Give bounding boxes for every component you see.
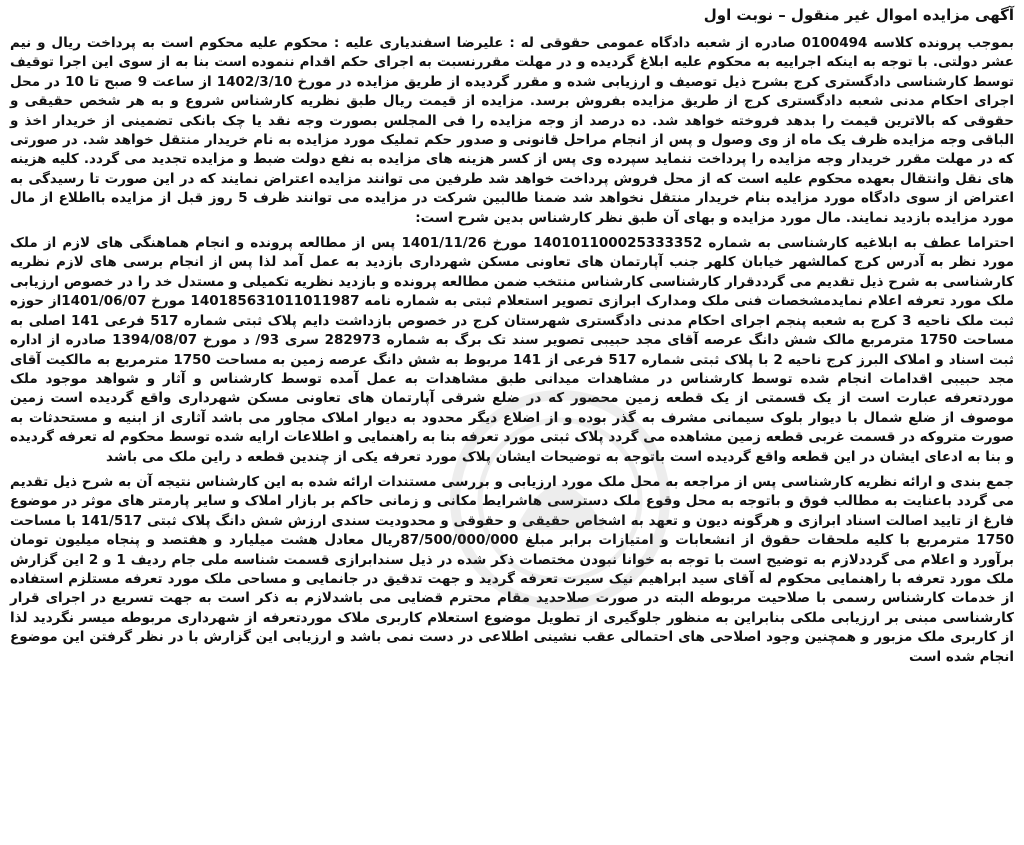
notice-paragraph-expert-report: احتراما عطف به ابلاغیه کارشناسی به شماره 140101100025333352 مورخ 1401/11/26 پس از مطالعه پرونده و انجام هماهنگی های لازم از ملک مورد نظر به آدرس کرج کمالشهر خیابان کلهر جنب آپارتمان های تعاونی مسکن شهرداری بازدید به عمل آمد لذا پس از انجام برسی های لازم نظریه کارشناسی به شرح ذیل تقدیم می گرددقرار کارشناسی کارشناس منتخب ضمن مطالعه پرونده و بازدید نظریه تکمیلی و مستدل خد را در خصوص ارزیابی ملک مورد تعرفه اعلام نمایدمشخصات فنی ملک ومدارک ابرازی تصویر استعلام ثبتی به شماره نامه 140185631011011987 مورخ 1401/06/07از حوزه ثبت ملک ناحیه 3 کرج به شعبه پنجم اجرای احکام مدنی دادگستری شهرستان کرج در خصوص بازداشت دایم پلاک ثبتی شماره 517 فرعی 141 اصلی به مساحت 1750 مترمربع مالک شش دانگ عرصه آقای مجد حبیبی تصویر سند تک برگ به شماره 282973 سری 93/ د مورخ 1394/08/07 صادره از اداره ثبت اسناد و املاک البرز کرج ناحیه 2 با پلاک ثبتی شماره 517 فرعی از 141 مربوط به شش دانگ عرصه زمین به مساحت 1750 مترمربع به مالکیت آقای مجد حبیبی اقدامات انجام شده توسط کارشناس در مشاهدات میدانی طبق مشاهدات به عمل آمده توسط کارشناس و آثار و شواهد موجود ملک موردتعرفه عبارت است از یک قسمتی از یک قطعه زمین محصور که در ضلع شرقی آپارتمان های تعاونی مسکن شهرداری واقع گردیده است زمین موصوف از ضلع شمال با دیوار بلوک سیمانی مشرف به گذر بوده و از اضلاع دیگر محدود به دیوار املاک مجاور می باشد آثاری از ابنیه و مستحدثات به صورت متروکه در قسمت غربی قطعه زمین مشاهده می گردد پلاک ثبتی مورد تعرفه بنا به راهنمایی و اطلاعات ارایه شده توسط محکوم له تعرفه گردیده و بنا به ادعای ایشان در این قطعه واقع گردیده است باتوجه به توضیحات ایشان پلاک مورد تعرفه یکی از چندین قطعه د راین ملک می باشد <box>10 235 1015 465</box>
notice-paragraph-conclusion: جمع بندی و ارائه نظریه کارشناسی پس از مراجعه به محل ملک مورد ارزیابی و بررسی مستندات ارائه شده به این کارشناس نتیجه آن به شرح ذیل تقدیم می گردد باعنایت به مطالب فوق و باتوجه به محل وقوع ملک دسترسی هاشرایط مکانی و زمانی حاکم بر بازار املاک و سایر پارمتر های موثر در موضوع فارغ از تایید اصالت اسناد ابرازی و هرگونه دیون و تعهد به اشخاص حقیقی و حقوقی و محدودیت سندی ارزش شش دانگ پلاک ثبتی 141/517 با مساحت 1750 مترمربع با کلیه ملحقات حقوق از انشعابات و امتیازات برابر مبلغ 87/500/000/000ریال معادل هشت میلیارد و هفتصد و پنجاه میلیون تومان برآورد و اعلام می گرددلازم به توضیح است با توجه به خوانا نبودن مختصات ذکر شده در ذیل سندابرازی قسمت شناسه ملی جام ردیف 1 و 2 این گزارش ملک مورد تعرفه با راهنمایی محکوم له آقای سید ابراهیم نیک سیرت تعرفه گردید و جهت تدقیق در جانمایی و مساحی ملک مورد تعرفه مستلزم استفاده از خدمات کارشناس رسمی با صلاحیت مربوطه البته در صورت صلاحدید مقام محترم قضایی می باشدلازم به ذکر است به جهت تسریع در اجرای قرار کارشناسی مبنی بر ارزیابی ملکی بنابراین به منظور جلوگیری از تطویل موضوع استعلام کاربری ملاک موردتعرفه از شهرداری مربوطه میسر نگردید لذا از کاربری ملک مزبور و همچنین وجود اصلاحی های احتمالی عقب نشینی اطلاعی در دست نمی باشد و ارزیابی این گزارش با در نظر گرفتن این موضوع انجام شده است <box>10 473 1014 665</box>
notice-paragraph-intro: بموجب پرونده کلاسه 0100494 صادره از شعبه دادگاه عمومی حقوقی له : علیرضا اسفندیاری علیه : محکوم علیه محکوم است به پرداخت ریال و نیم عشر دولتی. با توجه به اینکه اجراییه به محکوم علیه ابلاغ گردیده و در مهلت مقررنسبت به اجرای حکم اقدام ننموده است بنا به از سوی این اجرا توقیف توسط کارشناسی دادگستری کرج بشرح ذیل توصیف و ارزیابی شده و مقرر گردیده از طریق مزایده در مورخ 1402/3/10 از ساعت 9 صبح تا 10 در محل اجرای احکام مدنی شعبه دادگستری کرج از طریق مزایده بفروش برسد. مزایده از قیمت ریال طبق نظریه کارشناس شروع و به هر شخص حقیقی و حقوقی که بالاترین قیمت را بدهد فروخته خواهد شد. ده درصد از وجه مزایده را فی المجلس بصورت وجه نقد یا چک بانکی تضمینی از خریدار اخذ و الباقی وجه مزایده ظرف یک ماه از وی وصول و پس از انجام مراحل قانونی و صدور حکم تملیک مورد مزایده به نام خریدار منتقل خواهد شد. در صورتی که در مهلت مقرر خریدار وجه مزایده را پرداخت ننماید سپرده وی پس از کسر هزینه های مزایده به نفع دولت ضبط و مزایده تجدید می گردد. کلیه هزینه های نقل وانتقال بعهده محکوم علیه است که از محل فروش پرداخت خواهد شد طرفین می توانند مزایده اعتراض نمایند که در این صورت تا رسیدگی به اعتراض از سوی دادگاه مورد مزایده بنام خریدار منتقل نخواهد شد ضمنا طالبین شرکت در مزایده می توانند ظرف 5 روز قبل از مزایده بااطلاع از مال مورد مزایده بازدید نمایند. مال مورد مزایده و بهای آن طبق نظر کارشناس بدین شرح است: <box>10 35 1014 226</box>
notice-title: آگهی مزایده اموال غیر منقول – نوبت اول <box>703 6 1014 24</box>
